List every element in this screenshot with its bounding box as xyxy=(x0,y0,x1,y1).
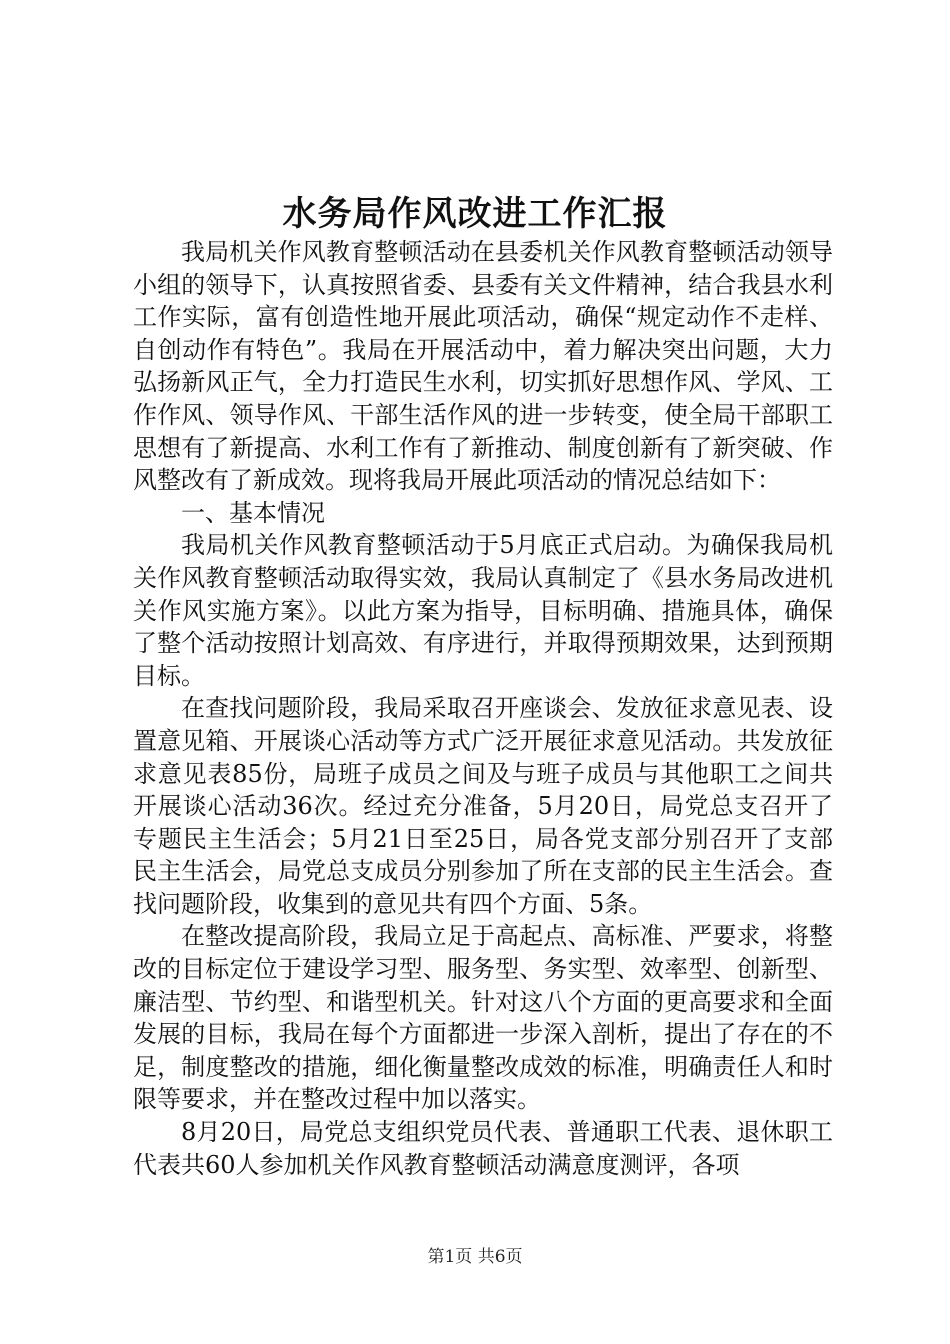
paragraph-launch: 我局机关作风教育整顿活动于5月底正式启动。为确保我局机关作风教育整顿活动取得实效，我局认真制定了《县水务局改进机关作风实施方案》。以此方案为指导，目标明确、措施具体，确保了整个活动按照计划高效、有序进行，并取得预期效果，达到预期目标。 xyxy=(133,531,833,690)
paragraph-evaluation: 8月20日，局党总支组织党员代表、普通职工代表、退休职工代表共60人参加机关作风教育整顿活动满意度测评，各项 xyxy=(133,1118,833,1179)
document-title: 水务局作风改进工作汇报 xyxy=(282,194,668,234)
page-footer: 第1页 共6页 xyxy=(427,1247,523,1267)
paragraph-rectification: 在整改提高阶段，我局立足于高起点、高标准、严要求，将整改的目标定位于建设学习型、服务型、务实型、效率型、创新型、廉洁型、节约型、和谐型机关。针对这八个方面的更高要求和全面发展的目标，我局在每个方面都进一步深入剖析，提出了存在的不足，制度整改的措施，细化衡量整改成效的标准，明确责任人和时限等要求，并在整改过程中加以落实。 xyxy=(133,922,833,1114)
paragraph-problem-finding: 在查找问题阶段，我局采取召开座谈会、发放征求意见表、设置意见箱、开展谈心活动等方式广泛开展征求意见活动。共发放征求意见表85份，局班子成员之间及与班子成员与其他职工之间共开展谈心活动36次。经过充分准备，5月20日，局党总支召开了专题民主生活会；5月21日至25日，局各党支部分别召开了支部民主生活会，局党总支成员分别参加了所在支部的民主生活会。查找问题阶段，收集到的意见共有四个方面、5条。 xyxy=(133,694,833,918)
paragraph-intro: 我局机关作风教育整顿活动在县委机关作风教育整顿活动领导小组的领导下，认真按照省委、县委有关文件精神，结合我县水利工作实际，富有创造性地开展此项活动，确保“规定动作不走样、自创动作有特色”。我局在开展活动中，着力解决突出问题，大力弘扬新风正气，全力打造民生水利，切实抓好思想作风、学风、工作作风、领导作风、干部生活作风的进一步转变，使全局干部职工思想有了新提高、水利工作有了新推动、制度创新有了新突破、作风整改有了新成效。现将我局开展此项活动的情况总结如下： xyxy=(133,238,833,495)
document-body xyxy=(133,236,833,1181)
section-heading-basic-situation: 一、基本情况 xyxy=(181,498,325,527)
